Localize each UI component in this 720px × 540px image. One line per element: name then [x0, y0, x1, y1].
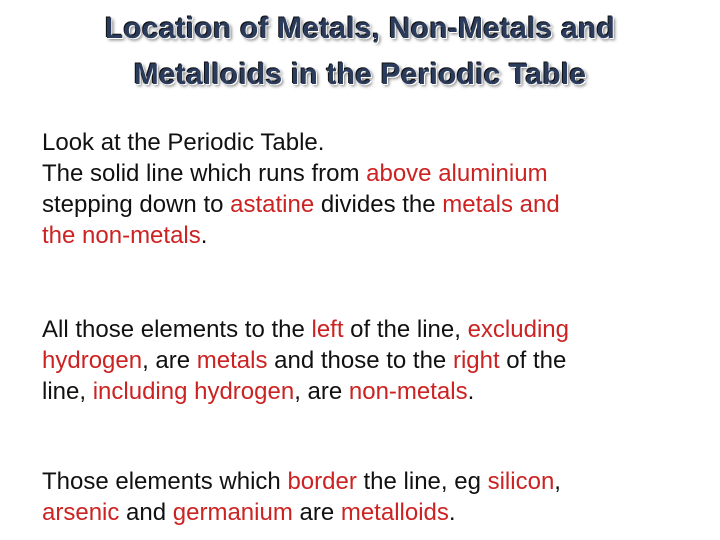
highlight-the-non-metals: the non-metals [42, 222, 201, 249]
highlight-silicon: silicon [487, 468, 555, 495]
text-segment: of the [499, 347, 567, 374]
paragraph-1-line-4 [42, 220, 682, 251]
paragraph-2-line-1 [42, 314, 682, 345]
paragraph-metals-definition [42, 314, 682, 407]
title-line-1: Location of Metals, Non-Metals and [104, 12, 616, 45]
text-segment: The solid line which runs from [42, 160, 367, 187]
highlight-metals: metals [196, 347, 268, 374]
text-segment: are [292, 499, 341, 526]
title-line-2: Metalloids in the Periodic Table [133, 58, 587, 91]
text-segment: line, [42, 378, 93, 405]
paragraph-1-line-3 [42, 189, 682, 220]
text-segment: and [119, 499, 173, 526]
highlight-metals-and: metals and [442, 191, 560, 218]
highlight-hydrogen: hydrogen [42, 347, 143, 374]
text-segment: the line, eg [356, 468, 488, 495]
highlight-germanium: germanium [172, 499, 293, 526]
text-segment: and those to the [267, 347, 453, 374]
text-segment: . [200, 222, 208, 249]
text-segment: of the line, [343, 316, 468, 343]
paragraph-1-line-1 [42, 127, 682, 158]
paragraph-periodic-line [42, 127, 682, 251]
text-segment: Look at the Periodic Table. [42, 129, 325, 156]
text-segment: , are [294, 378, 349, 405]
paragraph-2-line-3 [42, 376, 682, 407]
highlight-metalloids: metalloids [340, 499, 449, 526]
text-segment: , [554, 468, 561, 495]
slide-title [20, 6, 700, 98]
paragraph-metalloids-definition [42, 466, 682, 528]
text-segment: stepping down to [42, 191, 231, 218]
highlight-border: border [287, 468, 357, 495]
text-segment: Those elements which [42, 468, 288, 495]
text-segment: , are [142, 347, 197, 374]
paragraph-3-line-2 [42, 497, 682, 528]
paragraph-2-line-2 [42, 345, 682, 376]
highlight-including-hydrogen: including hydrogen [92, 378, 295, 405]
paragraph-1-line-2 [42, 158, 682, 189]
highlight-astatine: astatine [230, 191, 315, 218]
highlight-arsenic: arsenic [42, 499, 120, 526]
text-segment: . [448, 499, 456, 526]
text-segment: . [467, 378, 475, 405]
text-segment: divides the [314, 191, 443, 218]
paragraph-3-line-1 [42, 466, 682, 497]
highlight-excluding: excluding [467, 316, 569, 343]
highlight-left: left [311, 316, 344, 343]
highlight-non-metals: non-metals [348, 378, 468, 405]
highlight-above-aluminium: above aluminium [366, 160, 548, 187]
text-segment: All those elements to the [42, 316, 312, 343]
highlight-right: right [452, 347, 500, 374]
